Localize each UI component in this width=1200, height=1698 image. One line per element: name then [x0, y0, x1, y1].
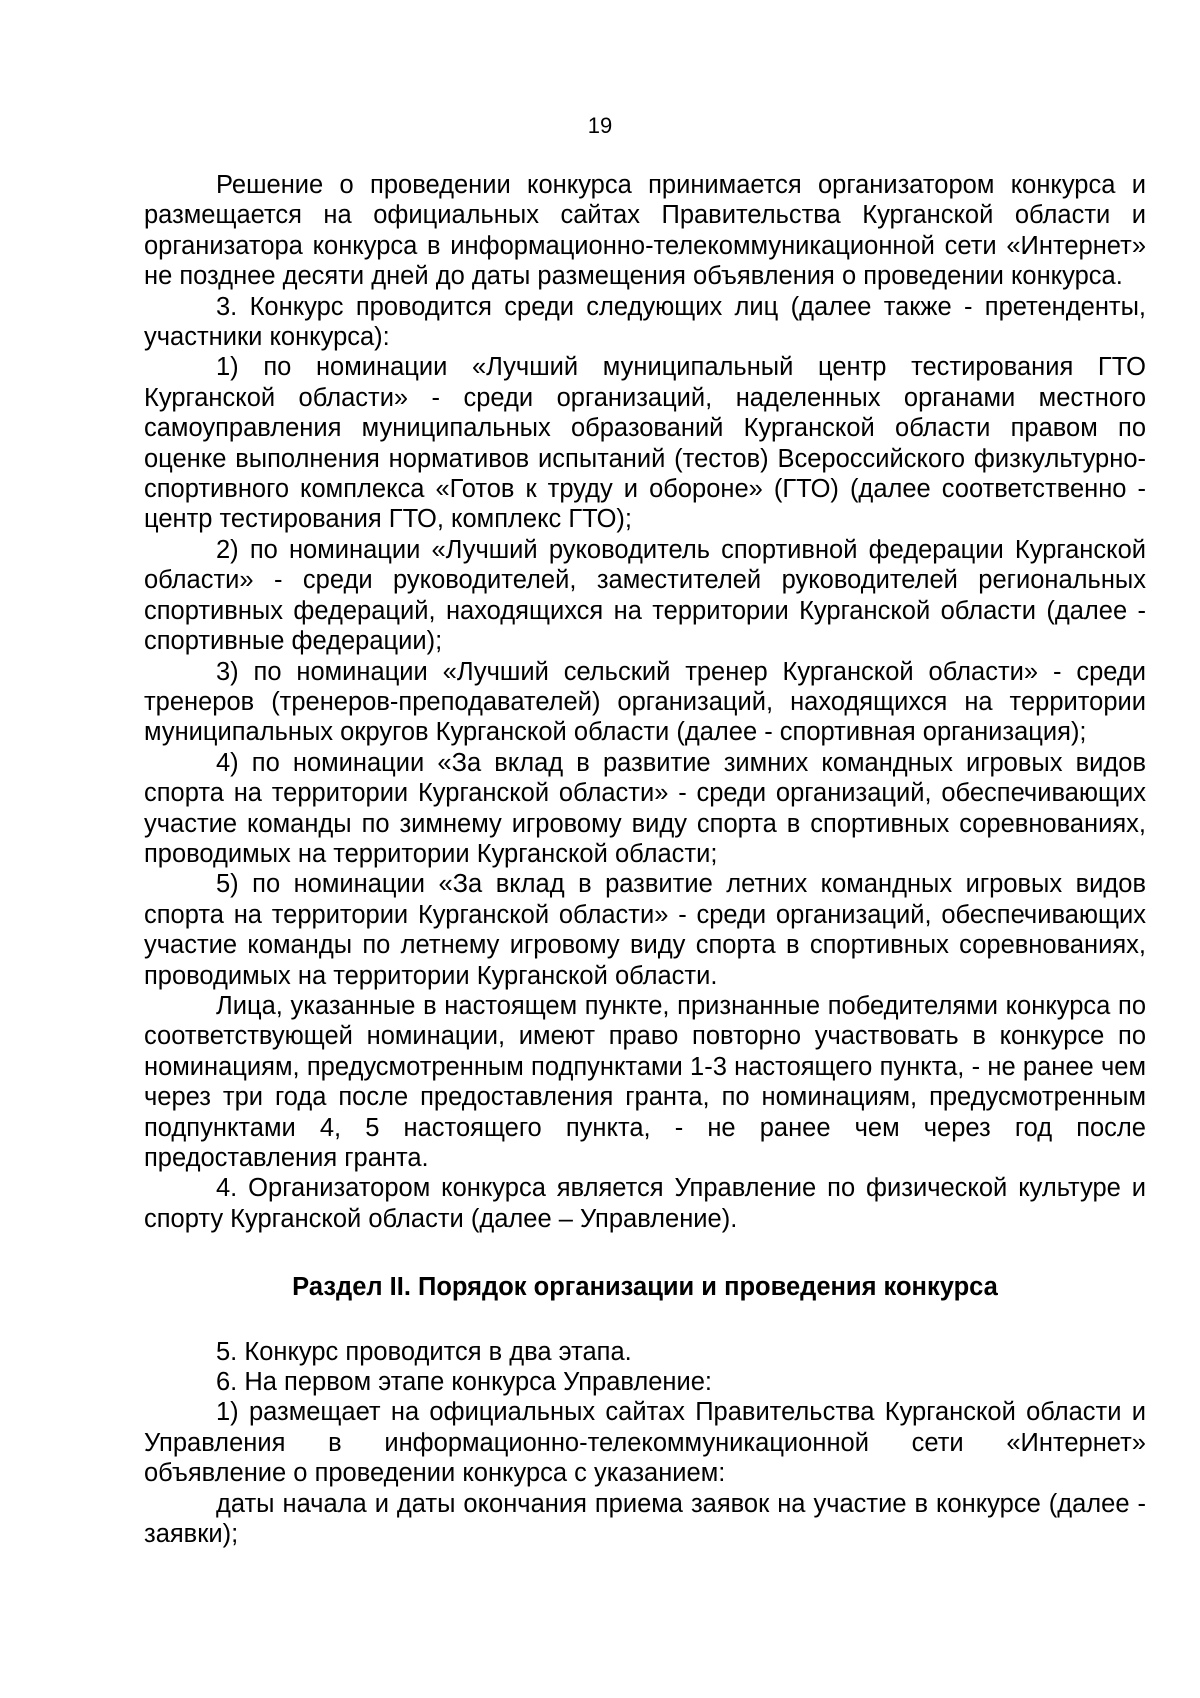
paragraph-subitem-1: 1) по номинации «Лучший муниципальный центр тестирования ГТО Курганской области» - среди организаций, наделенных органами местного самоуправления муниципальных образований Курганской области правом по оценке выполнения нормативов испытаний (тестов) Всероссийского физкультурно-спортивного комплекса «Готов к труду и обороне» (ГТО) (далее соответственно - центр тестирования ГТО, комплекс ГТО); — [144, 353, 1146, 534]
paragraph-decision: Решение о проведении конкурса принимается организатором конкурса и размещается на официальных сайтах Правительства Курганской области и организатора конкурса в информационно-телекоммуникационной сети «Интернет» не позднее десяти дней до даты размещения объявления о проведении конкурса. — [144, 171, 1146, 291]
document-body — [144, 170, 1146, 1549]
paragraph-application-dates: даты начала и даты окончания приема заявок на участие в конкурсе (далее - заявки); — [144, 1489, 1146, 1549]
section-heading: Раздел II. Порядок организации и проведения конкурса — [292, 1273, 998, 1302]
page-number: 19 — [587, 113, 613, 138]
paragraph-repeat-participation: Лица, указанные в настоящем пункте, признанные победителями конкурса по соответствующей номинации, имеют право повторно участвовать в конкурсе по номинациям, предусмотренным подпунктами 1-3 настоящего пункта, - не ранее чем через три года после предоставления гранта, по номинациям, предусмотренным подпунктами 4, 5 настоящего пункта, - не ранее чем через год после предоставления гранта. — [144, 991, 1146, 1172]
paragraph-subitem-2: 2) по номинации «Лучший руководитель спортивной федерации Курганской области» - среди руководителей, заместителей руководителей региональных спортивных федераций, находящихся на территории Курганской области (далее - спортивные федерации); — [144, 535, 1146, 656]
paragraph-item-3: 3. Конкурс проводится среди следующих лиц (далее также - претенденты, участники конкурса): — [144, 292, 1146, 352]
paragraph-item-6-subitem-1: 1) размещает на официальных сайтах Правительства Курганской области и Управления в информационно-телекоммуникационной сети «Интернет» объявление о проведении конкурса с указанием: — [144, 1398, 1146, 1488]
paragraph-subitem-4: 4) по номинации «За вклад в развитие зимних командных игровых видов спорта на территории Курганской области» - среди организаций, обеспечивающих участие команды по зимнему игровому виду спорта в спортивных соревнованиях, проводимых на территории Курганской области; — [144, 748, 1146, 868]
paragraph-item-4: 4. Организатором конкурса является Управление по физической культуре и спорту Курганской области (далее – Управление). — [144, 1174, 1146, 1233]
paragraph-item-5: 5. Конкурс проводится в два этапа. — [216, 1337, 632, 1366]
paragraph-subitem-5: 5) по номинации «За вклад в развитие летних командных игровых видов спорта на территории Курганской области» - среди организаций, обеспечивающих участие команды по летнему игровому виду спорта в спортивных соревнованиях, проводимых на территории Курганской области. — [144, 870, 1146, 990]
paragraph-subitem-3: 3) по номинации «Лучший сельский тренер Курганской области» - среди тренеров (тренеров-преподавателей) организаций, находящихся на территории муниципальных округов Курганской области (далее - спортивная организация); — [144, 657, 1146, 747]
paragraph-item-6: 6. На первом этапе конкурса Управление: — [216, 1368, 713, 1397]
